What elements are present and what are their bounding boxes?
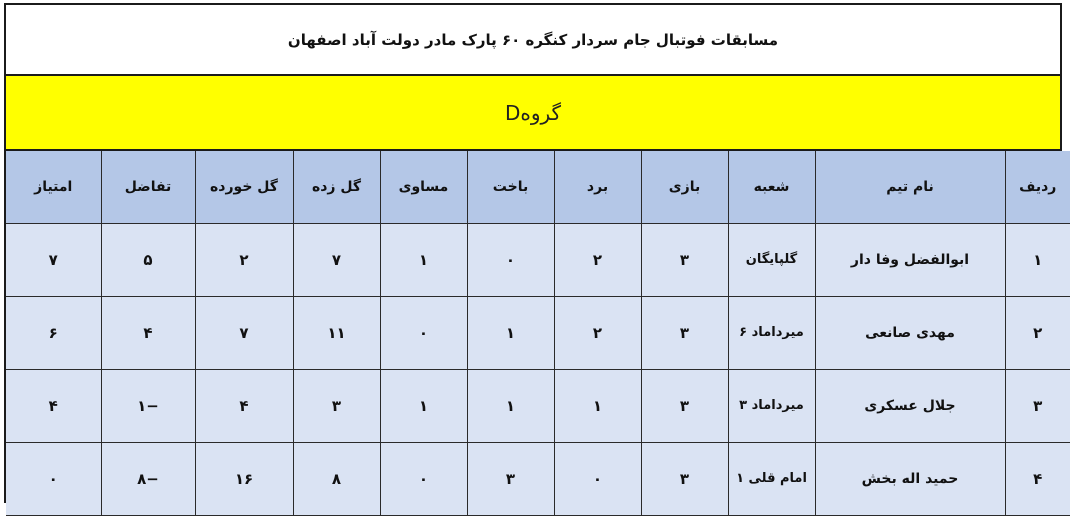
cell-goals-for: ۷ — [293, 224, 380, 297]
group-band — [6, 76, 1060, 151]
cell-goals-against: ۷ — [195, 297, 293, 370]
cell-win: ۱ — [554, 370, 641, 443]
tournament-title: مسابقات فوتبال جام سردار کنگره ۶۰ پارک مادر دولت آباد اصفهان — [287, 30, 779, 49]
cell-played: ۳ — [641, 443, 728, 516]
cell-team: حمید اله بخش — [815, 443, 1005, 516]
table-row — [6, 370, 1070, 443]
header-team: نام تیم — [815, 151, 1005, 224]
cell-goals-against: ۲ — [195, 224, 293, 297]
cell-played: ۳ — [641, 370, 728, 443]
header-win: برد — [554, 151, 641, 224]
cell-branch: میرداماد ۳ — [728, 370, 815, 443]
cell-points: ۷ — [6, 224, 101, 297]
header-goals-against: گل خورده — [195, 151, 293, 224]
standings-table — [6, 151, 1070, 516]
cell-goals-for: ۸ — [293, 443, 380, 516]
table-row — [6, 224, 1070, 297]
cell-win: ۲ — [554, 297, 641, 370]
cell-win: ۰ — [554, 443, 641, 516]
header-draw: مساوی — [380, 151, 467, 224]
cell-points: ۴ — [6, 370, 101, 443]
cell-goals-against: ۴ — [195, 370, 293, 443]
header-row — [6, 151, 1070, 224]
cell-loss: ۳ — [467, 443, 554, 516]
table-row — [6, 297, 1070, 370]
cell-played: ۳ — [641, 224, 728, 297]
cell-draw: ۰ — [380, 297, 467, 370]
header-played: بازی — [641, 151, 728, 224]
header-branch: شعبه — [728, 151, 815, 224]
cell-draw: ۱ — [380, 370, 467, 443]
cell-win: ۲ — [554, 224, 641, 297]
cell-goal-diff: −۸ — [101, 443, 195, 516]
cell-branch: گلپایگان — [728, 224, 815, 297]
standings-sheet — [4, 3, 1062, 503]
cell-played: ۳ — [641, 297, 728, 370]
table-row — [6, 443, 1070, 516]
cell-draw: ۱ — [380, 224, 467, 297]
cell-goal-diff: ۴ — [101, 297, 195, 370]
cell-loss: ۱ — [467, 297, 554, 370]
header-points: امتیاز — [6, 151, 101, 224]
cell-goals-for: ۱۱ — [293, 297, 380, 370]
cell-rank: ۲ — [1005, 297, 1070, 370]
cell-draw: ۰ — [380, 443, 467, 516]
header-goals-for: گل زده — [293, 151, 380, 224]
cell-points: ۰ — [6, 443, 101, 516]
title-row — [6, 5, 1060, 76]
cell-goal-diff: −۱ — [101, 370, 195, 443]
cell-points: ۶ — [6, 297, 101, 370]
cell-team: جلال عسکری — [815, 370, 1005, 443]
cell-loss: ۰ — [467, 224, 554, 297]
cell-branch: امام قلی ۱ — [728, 443, 815, 516]
cell-rank: ۴ — [1005, 443, 1070, 516]
cell-team: ابوالفضل وفا دار — [815, 224, 1005, 297]
cell-branch: میرداماد ۶ — [728, 297, 815, 370]
header-loss: باخت — [467, 151, 554, 224]
cell-goals-against: ۱۶ — [195, 443, 293, 516]
cell-team: مهدی صانعی — [815, 297, 1005, 370]
cell-goal-diff: ۵ — [101, 224, 195, 297]
header-rank: ردیف — [1005, 151, 1070, 224]
header-goal-diff: تفاضل — [101, 151, 195, 224]
cell-goals-for: ۳ — [293, 370, 380, 443]
cell-rank: ۳ — [1005, 370, 1070, 443]
cell-loss: ۱ — [467, 370, 554, 443]
cell-rank: ۱ — [1005, 224, 1070, 297]
group-label: گروهD — [504, 100, 562, 125]
